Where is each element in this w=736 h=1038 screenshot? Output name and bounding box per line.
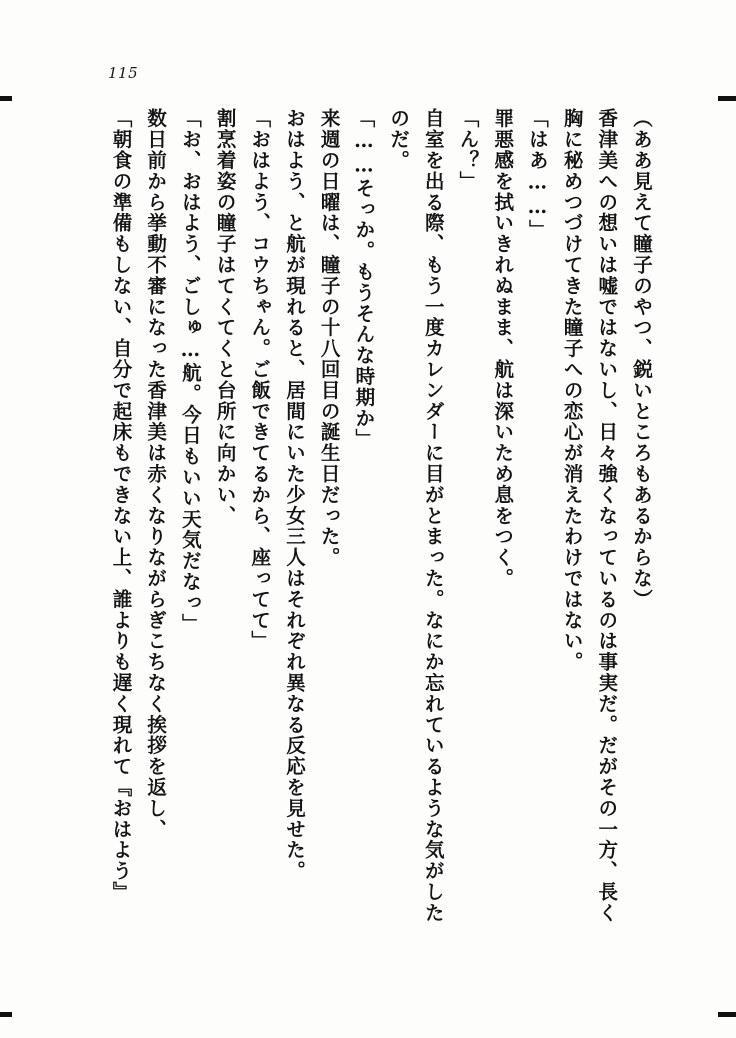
paragraph: 「お、おはよう、ごしゅ…航。今日もいい天気だなっ」	[178, 108, 202, 634]
binding-mark-left-top	[0, 96, 12, 101]
paragraph: 「はあ……」	[525, 108, 549, 241]
paragraph: 数日前から挙動不審になった香津美は赤くなりながらぎこちなく挨拶を返し、	[144, 108, 168, 840]
body-text	[78, 108, 658, 938]
paragraph: 来週の日曜は、瞳子の十八回目の誕生日だった。	[317, 108, 341, 568]
paragraph: 「朝食の準備もしない、自分で起床もできない上、誰よりも遅く現れて『おはよう』	[109, 108, 133, 903]
paragraph: 自室を出る際、もう一度カレンダーに目がとまった。なにか忘れているような気がしたのだ。	[387, 108, 445, 924]
paragraph: 香津美への想いは嘘ではないし、日々強くなっているのは事実だ。だがその一方、長く胸に秘めつづけてきた瞳子への恋心が消えたわけではない。	[560, 108, 619, 924]
binding-mark-right-bottom	[718, 1012, 736, 1017]
paragraph: 「おはよう、コウちゃん。ご飯できてるから、座ってて」	[248, 108, 272, 652]
binding-mark-left-bottom	[0, 1012, 12, 1017]
paragraph: 罪悪感を拭いきれぬまま、航は深いため息をつく。	[491, 108, 515, 589]
paragraph: 割烹着姿の瞳子はてくてくと台所に向かい、	[213, 108, 237, 526]
paragraph: （ああ見えて瞳子のやつ、鋭いところもあるからな）	[630, 108, 653, 610]
binding-mark-right-top	[718, 96, 736, 101]
paragraph: 「……そっか。もうそんな時期か」	[352, 108, 376, 450]
paragraph: 「ん？」	[456, 108, 480, 192]
page-number: 115	[108, 64, 139, 82]
paragraph: おはよう、と航が現れると、居間にいた少女三人はそれぞれ異なる反応を見せた。	[282, 108, 306, 882]
